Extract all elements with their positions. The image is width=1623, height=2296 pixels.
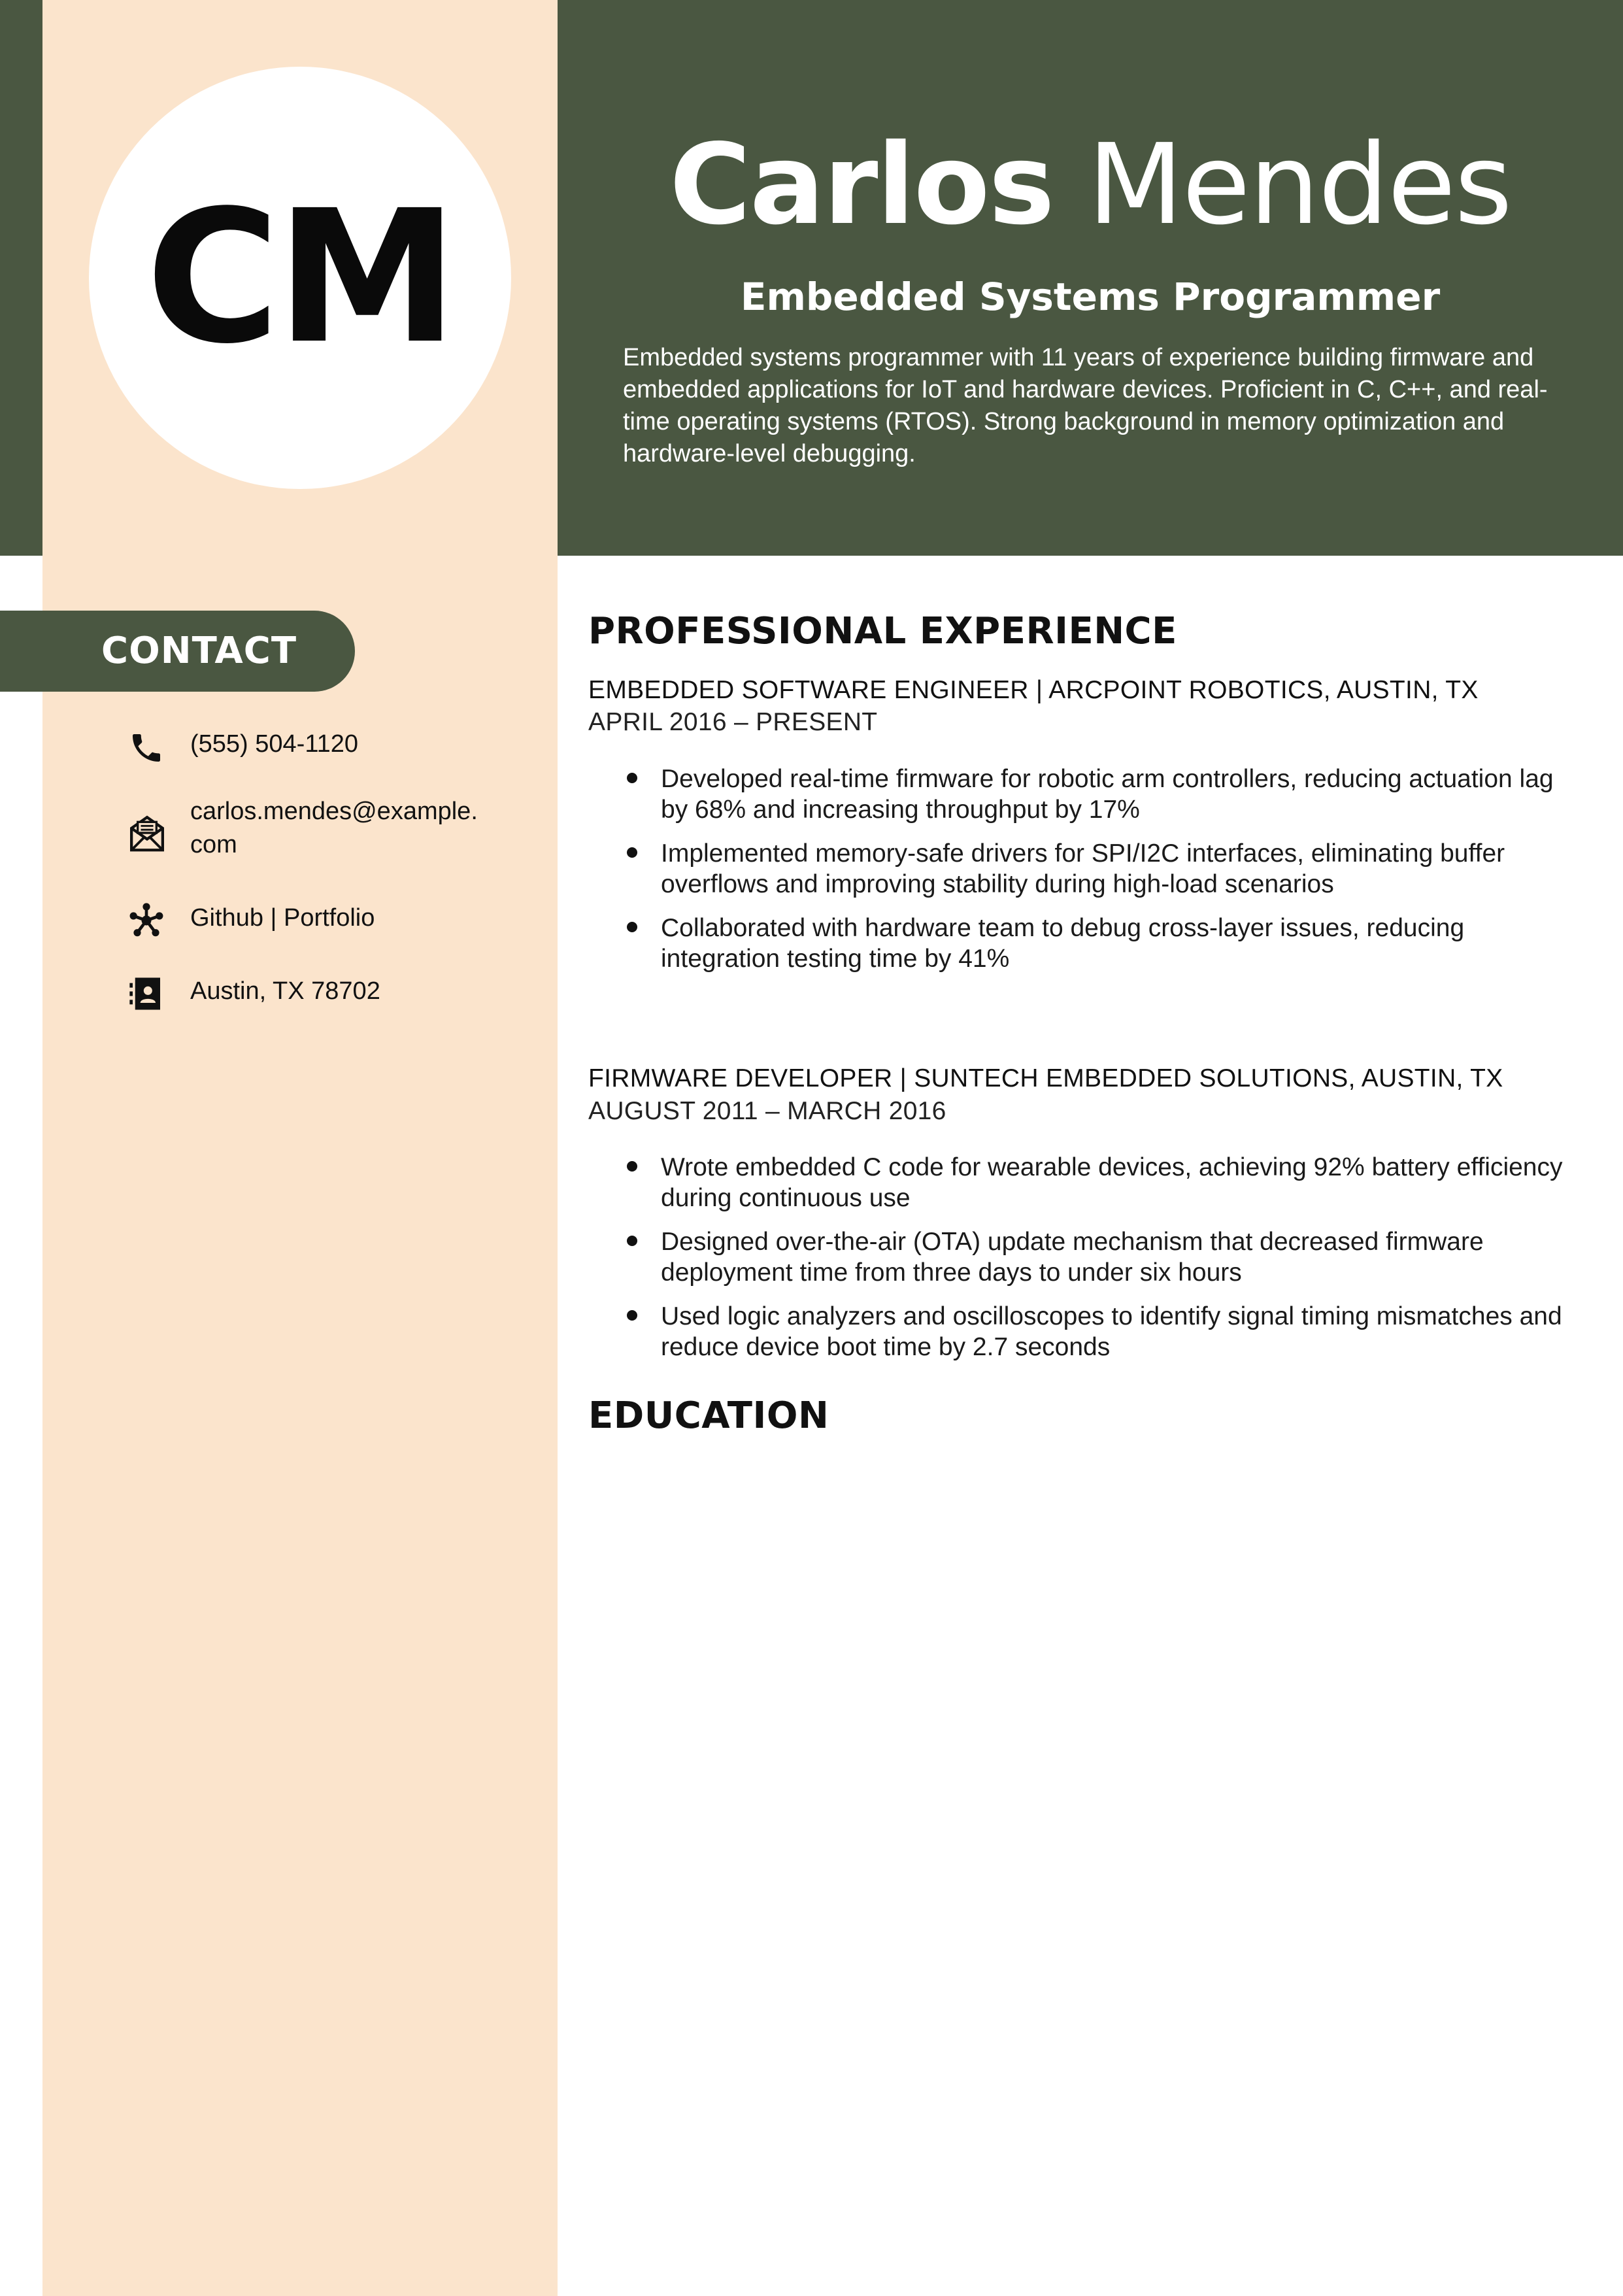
job-1-dates: APRIL 2016 – PRESENT <box>588 708 878 736</box>
avatar-initials: CM <box>145 171 455 384</box>
education-heading: EDUCATION <box>588 1394 829 1437</box>
mail-icon <box>128 813 166 853</box>
bullet-dot <box>627 847 637 858</box>
list-item: Used logic analyzers and oscilloscopes to identify signal timing mismatches and reduce device boot time by 2.7 seconds <box>661 1301 1576 1362</box>
bullet-dot <box>627 922 637 932</box>
email-line-2: com <box>190 831 237 858</box>
network-icon <box>128 902 165 939</box>
experience-heading: PROFESSIONAL EXPERIENCE <box>588 610 1177 652</box>
list-item: Developed real-time firmware for robotic arm controllers, reducing actuation lag by 68% and increasing throughput by 17% <box>661 764 1576 825</box>
address: Austin, TX 78702 <box>190 977 380 1005</box>
contact-heading: CONTACT <box>101 630 297 672</box>
portfolio-link[interactable]: Portfolio <box>283 904 375 932</box>
job-2-dates: AUGUST 2011 – MARCH 2016 <box>588 1097 946 1125</box>
contact-card-icon <box>128 975 165 1012</box>
phone-icon <box>128 730 165 766</box>
bullet-dot <box>627 1161 637 1172</box>
link-separator: | <box>270 904 277 932</box>
bullet-dot <box>627 773 637 783</box>
job-1-header: EMBEDDED SOFTWARE ENGINEER | ARCPOINT ROBOTICS, AUSTIN, TX <box>588 676 1479 704</box>
last-name: Mendes <box>1087 120 1511 250</box>
bullet-dot <box>627 1310 637 1321</box>
job-1-bullets <box>661 764 1576 987</box>
email-line-1: carlos.mendes@example. <box>190 798 478 825</box>
first-name: Carlos <box>669 120 1054 250</box>
job-2-bullets <box>661 1152 1576 1376</box>
profile-summary: Embedded systems programmer with 11 years of experience building firmware and embedded applications for IoT and hardware devices. Proficient in C, C++, and real-time operating systems (RTOS). Strong background in memory optimization and hardware-level debugging. <box>623 344 1548 467</box>
bullet-dot <box>627 1236 637 1246</box>
email-address[interactable] <box>190 795 478 862</box>
job-2-header: FIRMWARE DEVELOPER | SUNTECH EMBEDDED SOLUTIONS, AUSTIN, TX <box>588 1064 1503 1092</box>
candidate-name <box>558 120 1623 250</box>
profile-links <box>190 902 375 935</box>
list-item: Collaborated with hardware team to debug cross-layer issues, reducing integration testing time by 41% <box>661 913 1576 974</box>
list-item: Wrote embedded C code for wearable devices, achieving 92% battery efficiency during continuous use <box>661 1152 1576 1213</box>
list-item: Designed over-the-air (OTA) update mechanism that decreased firmware deployment time from three days to under six hours <box>661 1226 1576 1288</box>
github-link[interactable]: Github <box>190 904 263 932</box>
avatar <box>89 67 511 489</box>
job-title: Embedded Systems Programmer <box>740 275 1441 319</box>
list-item: Implemented memory-safe drivers for SPI/I2C interfaces, eliminating buffer overflows and improving stability during high-load scenarios <box>661 838 1576 900</box>
phone-number[interactable]: (555) 504-1120 <box>190 730 359 758</box>
